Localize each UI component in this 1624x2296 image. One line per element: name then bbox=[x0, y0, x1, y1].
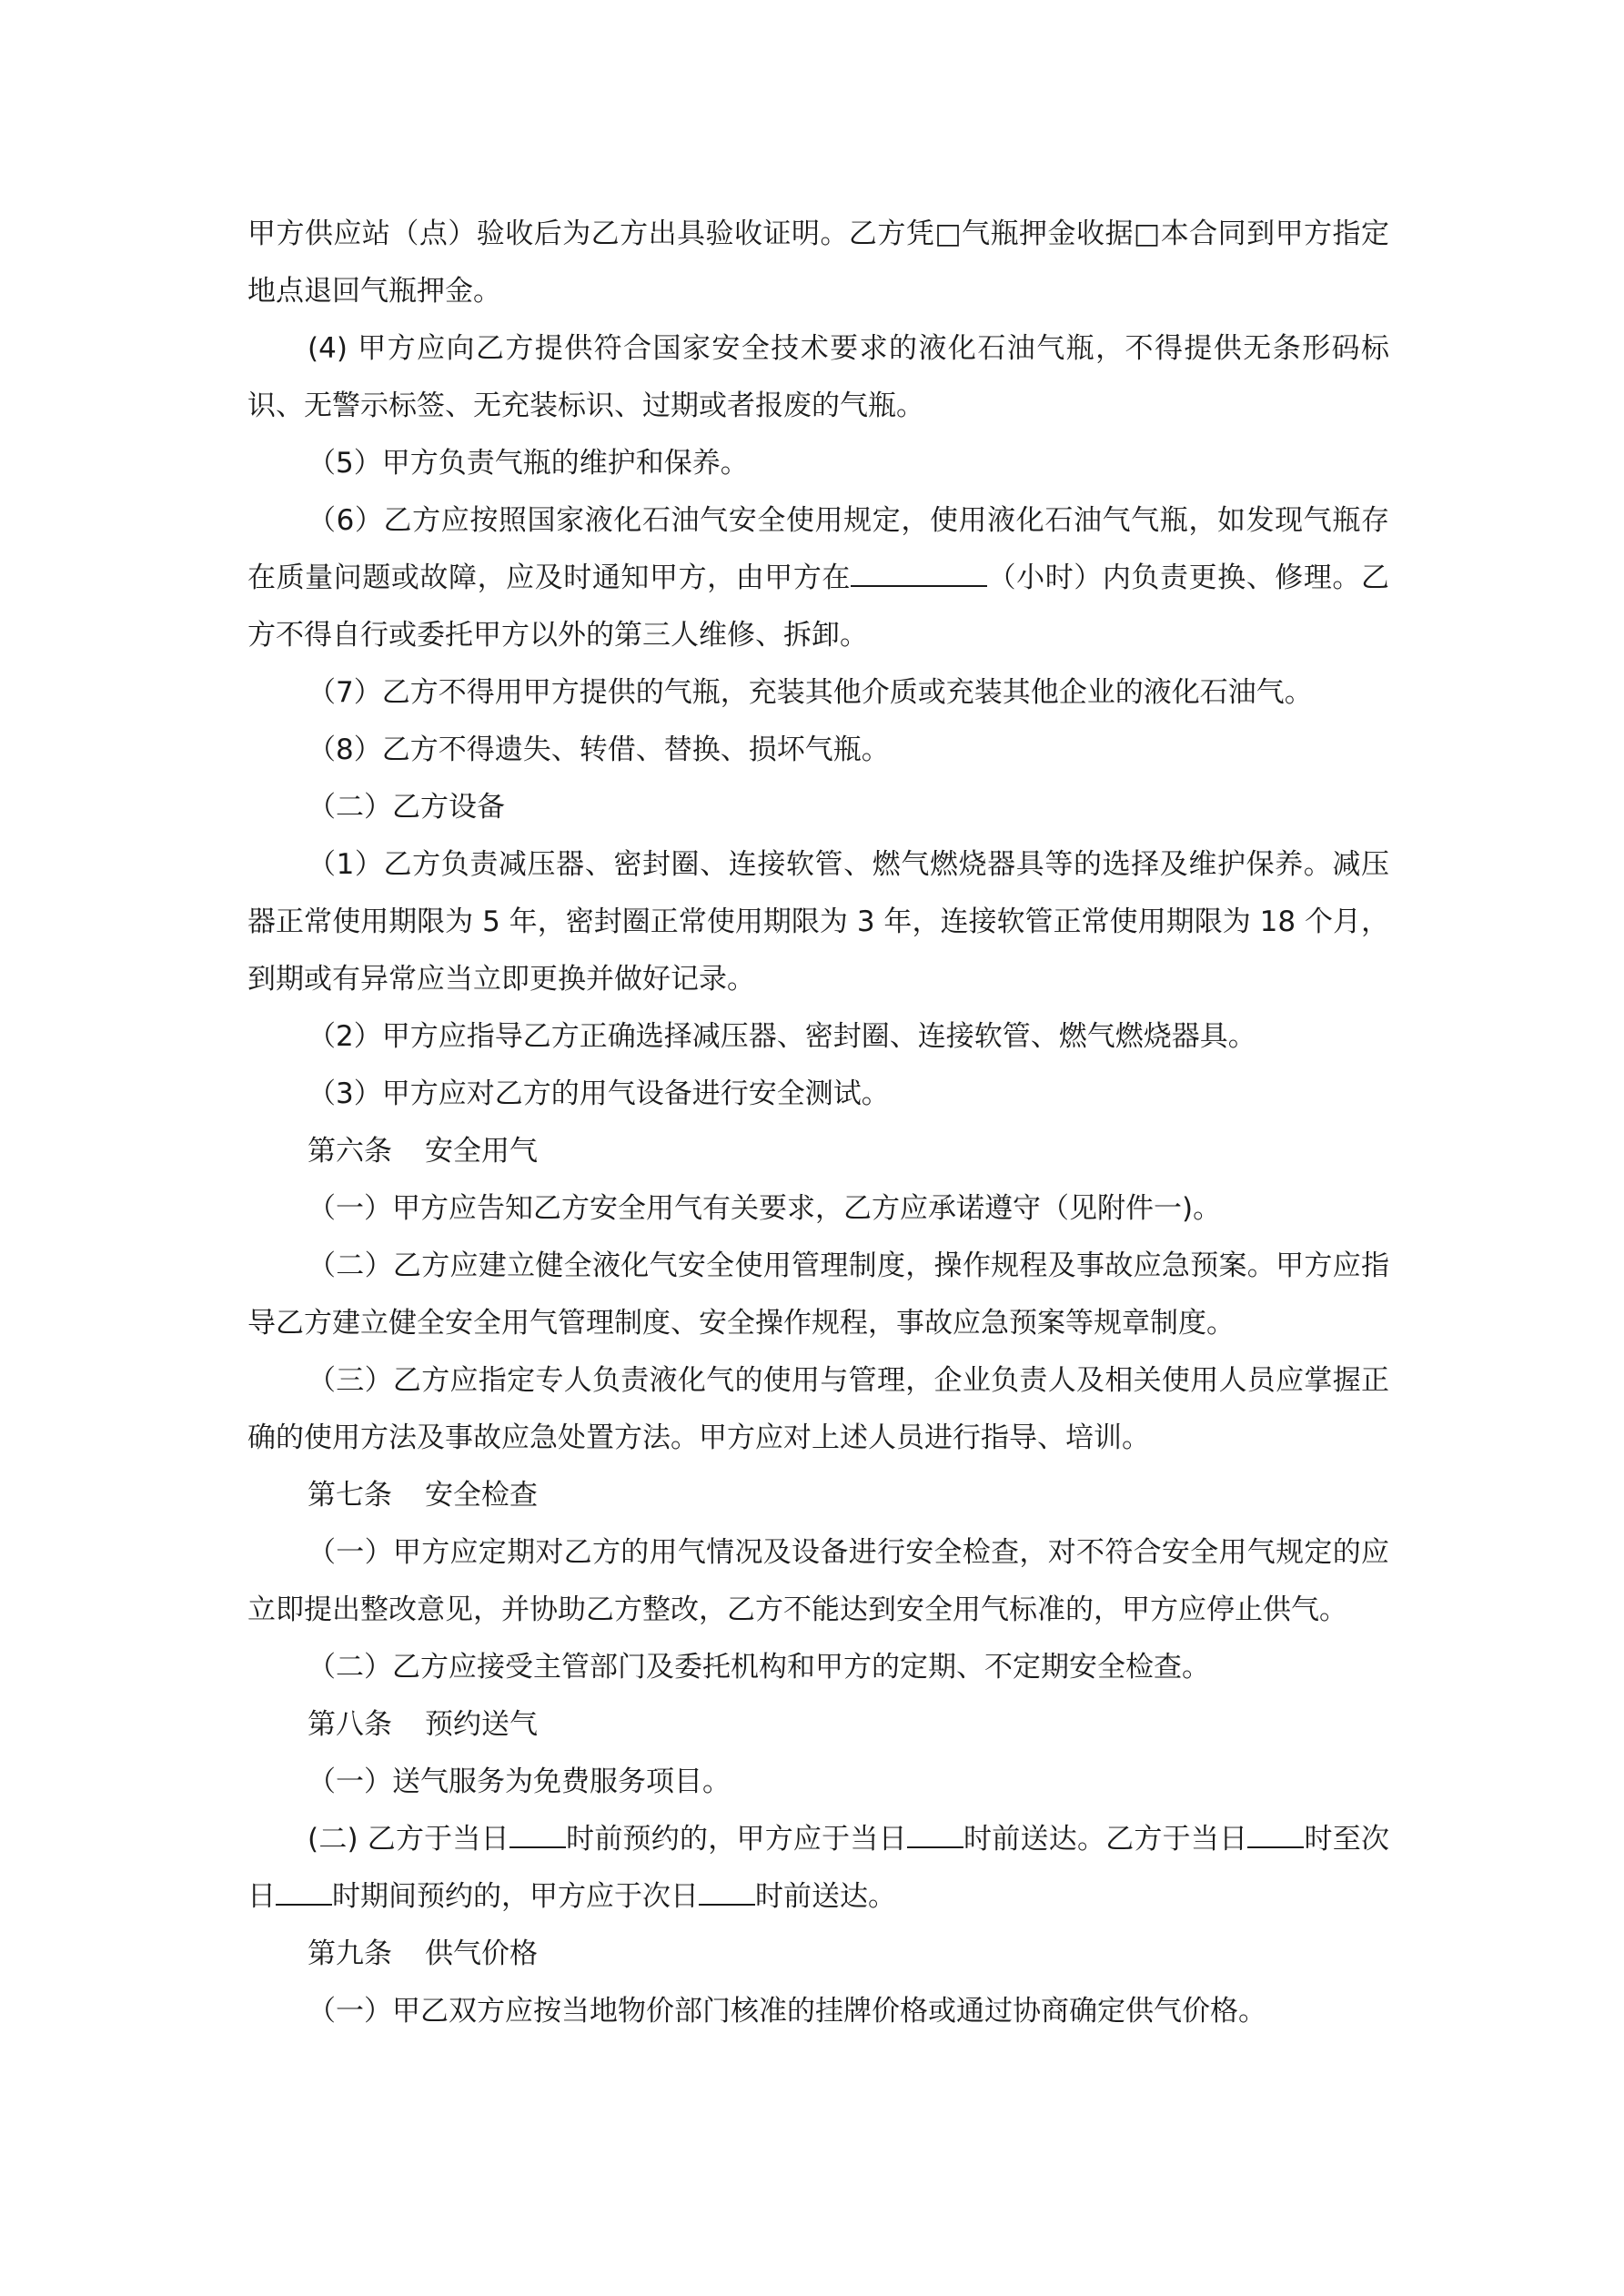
article-number: 第八条 bbox=[308, 1708, 392, 1741]
fill-in-blank[interactable] bbox=[907, 1819, 963, 1848]
fill-in-blank[interactable] bbox=[1247, 1819, 1304, 1848]
fill-in-blank[interactable] bbox=[276, 1876, 332, 1906]
text-segment: 时前送达。 bbox=[755, 1880, 896, 1913]
article-heading bbox=[247, 1696, 1389, 1754]
text-segment: （小时）内负责更换、修理。乙方不得自行或委托甲方以外的第三人维修、拆卸。 bbox=[247, 561, 1389, 652]
article-heading bbox=[247, 1926, 1389, 1983]
text-segment: 时前送达。乙方于当日 bbox=[963, 1823, 1248, 1856]
text-segment: 时至次日 bbox=[247, 1823, 1390, 1913]
article-number: 第六条 bbox=[308, 1135, 392, 1168]
paragraph: （一）送气服务为免费服务项目。 bbox=[308, 1765, 731, 1798]
paragraph: （二）乙方应接受主管部门及委托机构和甲方的定期、不定期安全检查。 bbox=[308, 1651, 1210, 1684]
text-segment: 时期间预约的，甲方应于次日 bbox=[332, 1880, 699, 1913]
fill-in-blank[interactable] bbox=[851, 558, 987, 587]
section-heading: （二）乙方设备 bbox=[308, 791, 505, 824]
paragraph: （8）乙方不得遗失、转借、替换、损坏气瓶。 bbox=[308, 733, 890, 766]
article-number: 第九条 bbox=[308, 1937, 392, 1970]
article-title: 预约送气 bbox=[425, 1708, 538, 1741]
paragraph: （5）甲方负责气瓶的维护和保养。 bbox=[308, 447, 749, 480]
paragraph: （3）甲方应对乙方的用气设备进行安全测试。 bbox=[308, 1077, 890, 1110]
text-segment: (二) 乙方于当日 bbox=[308, 1823, 509, 1856]
paragraph: （二）乙方应建立健全液化气安全使用管理制度，操作规程及事故应急预案。甲方应指导乙方建立健全安全用气管理制度、安全操作规程，事故应急预案等规章制度。 bbox=[247, 1249, 1389, 1340]
paragraph: （三）乙方应指定专人负责液化气的使用与管理，企业负责人及相关使用人员应掌握正确的使用方法及事故应急处置方法。甲方应对上述人员进行指导、培训。 bbox=[247, 1364, 1389, 1454]
paragraph-with-blank bbox=[247, 492, 1389, 664]
paragraph: （2）甲方应指导乙方正确选择减压器、密封圈、连接软管、燃气燃烧器具。 bbox=[308, 1020, 1256, 1053]
paragraph: （一）甲方应定期对乙方的用气情况及设备进行安全检查，对不符合安全用气规定的应立即提出整改意见，并协助乙方整改，乙方不能达到安全用气标准的，甲方应停止供气。 bbox=[247, 1536, 1389, 1626]
paragraph: （一）甲方应告知乙方安全用气有关要求，乙方应承诺遵守（见附件一)。 bbox=[308, 1192, 1222, 1225]
paragraph: （1）乙方负责减压器、密封圈、连接软管、燃气燃烧器具等的选择及维护保养。减压器正常使用期限为 5 年，密封圈正常使用期限为 3 年，连接软管正常使用期限为 18 个月，到期或有异常应当立即更换并做好记录。 bbox=[247, 848, 1389, 996]
paragraph: 甲方供应站（点）验收后为乙方出具验收证明。乙方凭□气瓶押金收据□本合同到甲方指定地点退回气瓶押金。 bbox=[247, 217, 1389, 308]
document-page bbox=[247, 206, 1389, 2040]
article-title: 安全检查 bbox=[425, 1479, 538, 1512]
paragraph: （一）甲乙双方应按当地物价部门核准的挂牌价格或通过协商确定供气价格。 bbox=[308, 1995, 1266, 2028]
article-number: 第七条 bbox=[308, 1479, 392, 1512]
article-heading bbox=[247, 1123, 1389, 1180]
text-segment: （6）乙方应按照国家液化石油气安全使用规定，使用液化石油气气瓶，如发现气瓶存在质量问题或故障，应及时通知甲方，由甲方在 bbox=[247, 504, 1389, 594]
article-title: 供气价格 bbox=[425, 1937, 538, 1970]
article-heading bbox=[247, 1467, 1389, 1524]
text-segment: 时前预约的，甲方应于当日 bbox=[565, 1823, 907, 1856]
article-title: 安全用气 bbox=[425, 1135, 538, 1168]
paragraph: （7）乙方不得用甲方提供的气瓶，充装其他介质或充装其他企业的液化石油气。 bbox=[308, 676, 1313, 709]
fill-in-blank[interactable] bbox=[509, 1819, 566, 1848]
fill-in-blank[interactable] bbox=[699, 1876, 755, 1906]
paragraph: (4) 甲方应向乙方提供符合国家安全技术要求的液化石油气瓶，不得提供无条形码标识、无警示标签、无充装标识、过期或者报废的气瓶。 bbox=[247, 332, 1389, 422]
paragraph-with-blanks bbox=[247, 1811, 1389, 1926]
